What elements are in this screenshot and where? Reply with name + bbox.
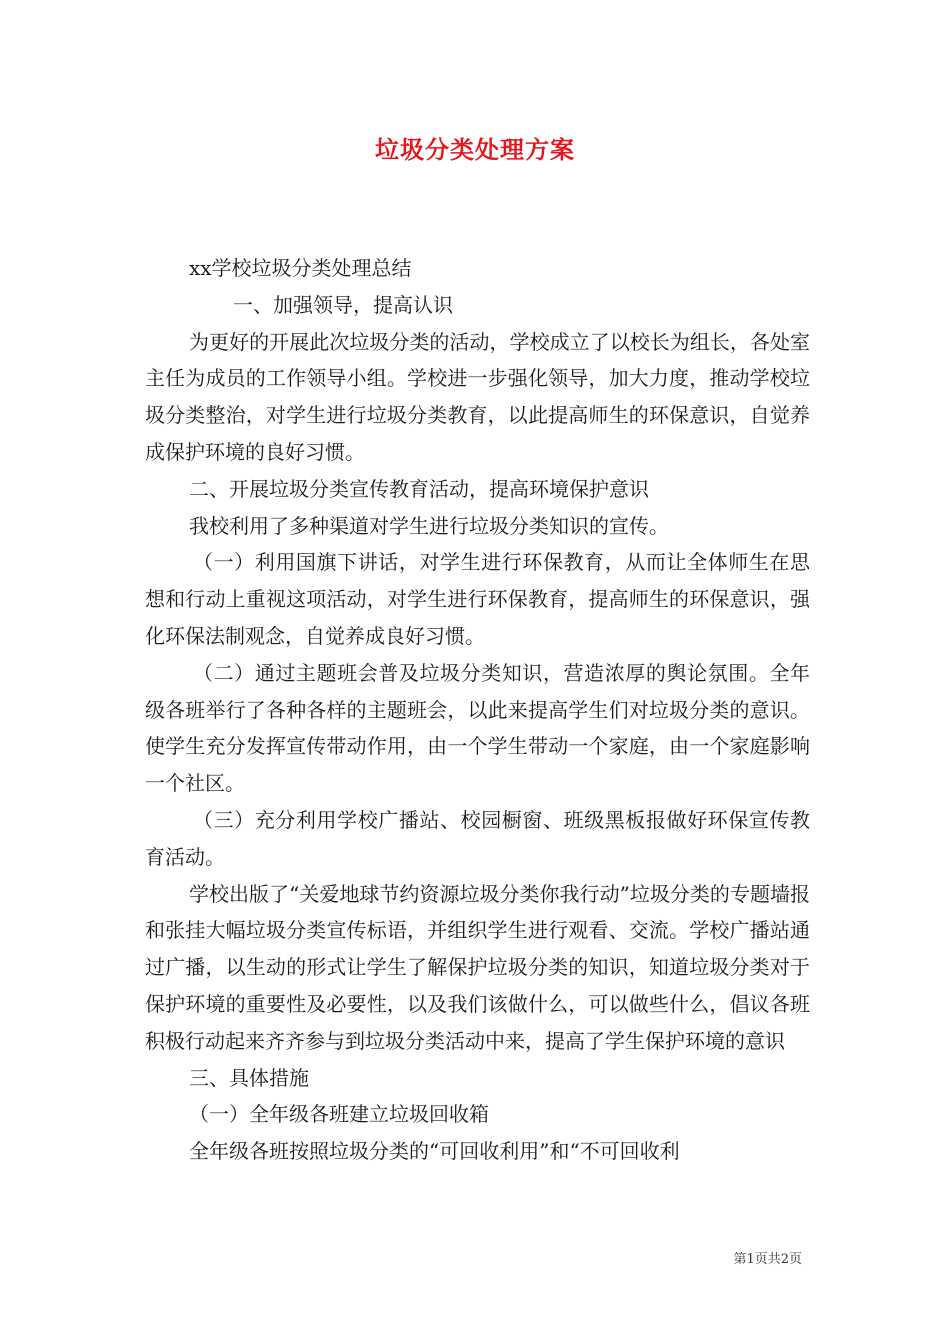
paragraph-item-class-meeting: （二）通过主题班会普及垃圾分类知识，营造浓厚的舆论氛围。全年级各班举行了各种各样的主题班会，以此来提高学生们对垃圾分类的意识。使学生充分发挥宣传带动作用，由一个学生带动一个家庭，由一个家庭影响一个社区。: [145, 660, 810, 796]
paragraph-channels: 我校利用了多种渠道对学生进行垃圾分类知识的宣传。: [189, 513, 669, 538]
document-title: 垃圾分类处理方案: [375, 135, 575, 164]
paragraph-item-broadcast: （三）充分利用学校广播站、校园橱窗、班级黑板报做好环保宣传教育活动。: [145, 807, 810, 869]
page-number: 第1页共2页: [733, 1252, 802, 1267]
heading-specific-measures: 三、具体措施: [189, 1065, 309, 1090]
paragraph-school-summary: xx学校垃圾分类处理总结: [189, 256, 412, 280]
paragraph-item-flag-speech: （一）利用国旗下讲话，对学生进行环保教育，从而让全体师生在思想和行动上重视这项活动，对学生进行环保教育，提高师生的环保意识，强化环保法制观念，自觉养成良好习惯。: [145, 550, 810, 648]
heading-publicity-education: 二、开展垃圾分类宣传教育活动，提高环境保护意识: [189, 476, 649, 501]
paragraph-wall-newspaper: 学校出版了“关爱地球节约资源垃圾分类你我行动”垃圾分类的专题墙报和张挂大幅垃圾分类宣传标语，并组织学生进行观看、交流。学校广播站通过广播，以生动的形式让学生了解保护垃圾分类的知识，知道垃圾分类对于保护环境的重要性及必要性，以及我们该做什么，可以做些什么，倡议各班积极行动起来齐齐参与到垃圾分类活动中来，提高了学生保护环境的意识: [145, 881, 810, 1053]
heading-strengthen-leadership: 一、加强领导，提高认识: [233, 292, 453, 317]
paragraph-item-recycle-bins: （一）全年级各班建立垃圾回收箱: [189, 1102, 489, 1127]
document-body: [145, 250, 810, 1170]
paragraph-leadership-group: 为更好的开展此次垃圾分类的活动，学校成立了以校长为组长，各处室主任为成员的工作领导小组。学校进一步强化领导，加大力度，推动学校垃圾分类整治，对学生进行垃圾分类教育，以此提高师生的环保意识，自觉养成保护环境的良好习惯。: [145, 329, 810, 464]
paragraph-recycle-categories: 全年级各班按照垃圾分类的“可回收利用”和“不可回收利: [189, 1139, 680, 1164]
